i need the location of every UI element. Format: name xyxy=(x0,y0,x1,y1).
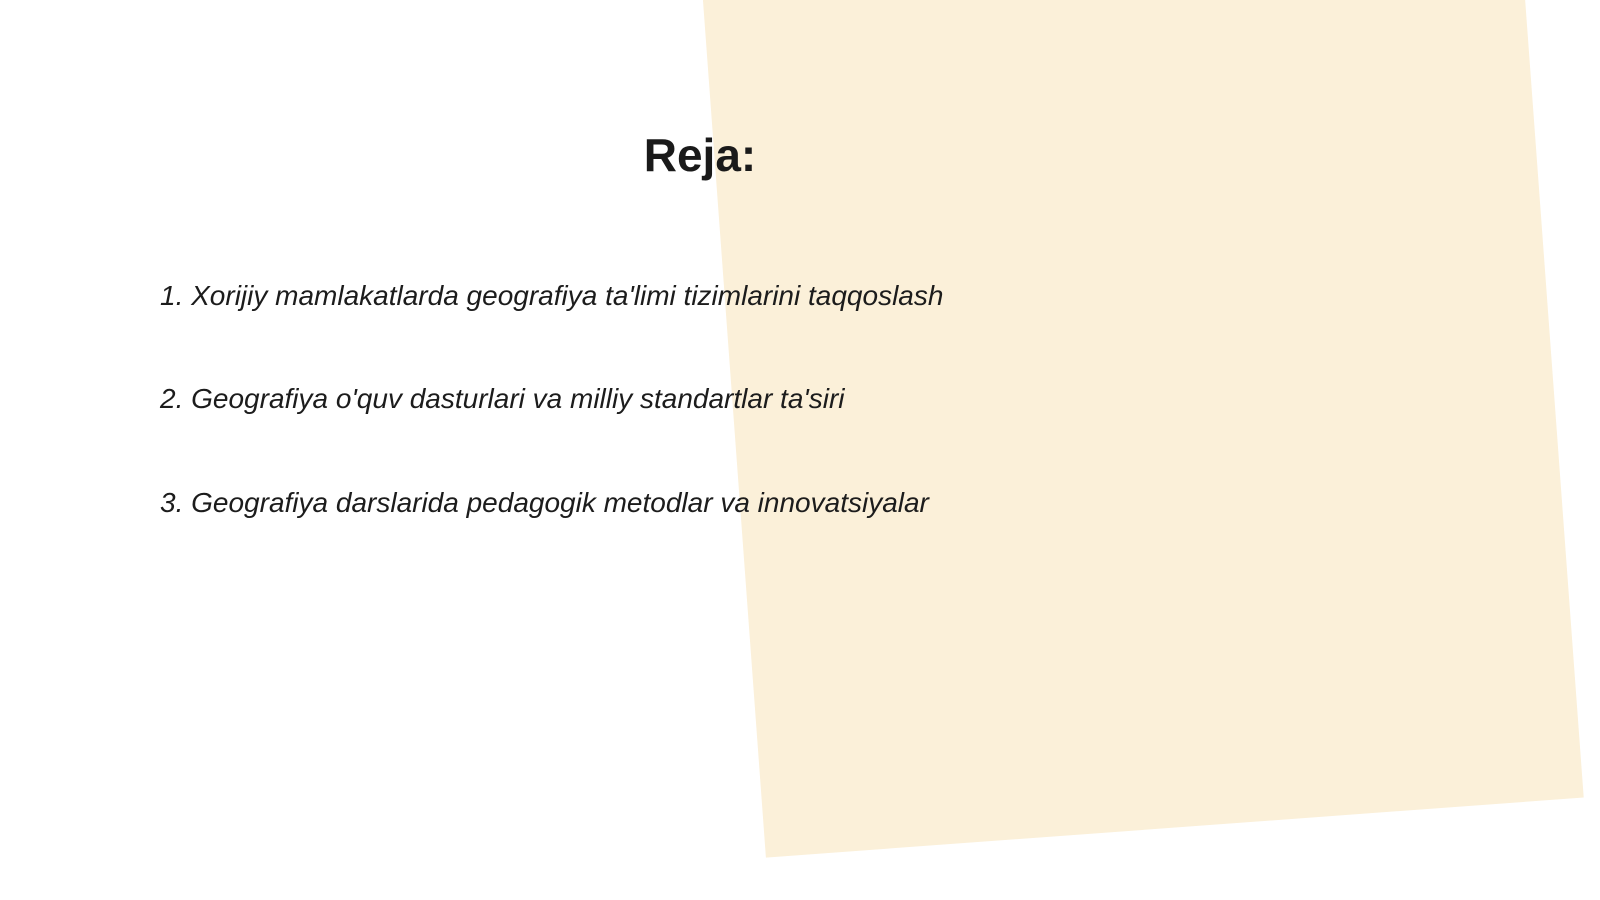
plan-list xyxy=(160,278,1360,521)
list-item: 1. Xorijiy mamlakatlarda geografiya ta'limi tizimlarini taqqoslash xyxy=(160,280,944,311)
list-item: 2. Geografiya o'quv dasturlari va milliy standartlar ta'siri xyxy=(160,383,845,415)
list-item: 3. Geografiya darslarida pedagogik metodlar va innovatsiyalar xyxy=(160,486,929,518)
page-title: Reja: xyxy=(643,129,757,181)
